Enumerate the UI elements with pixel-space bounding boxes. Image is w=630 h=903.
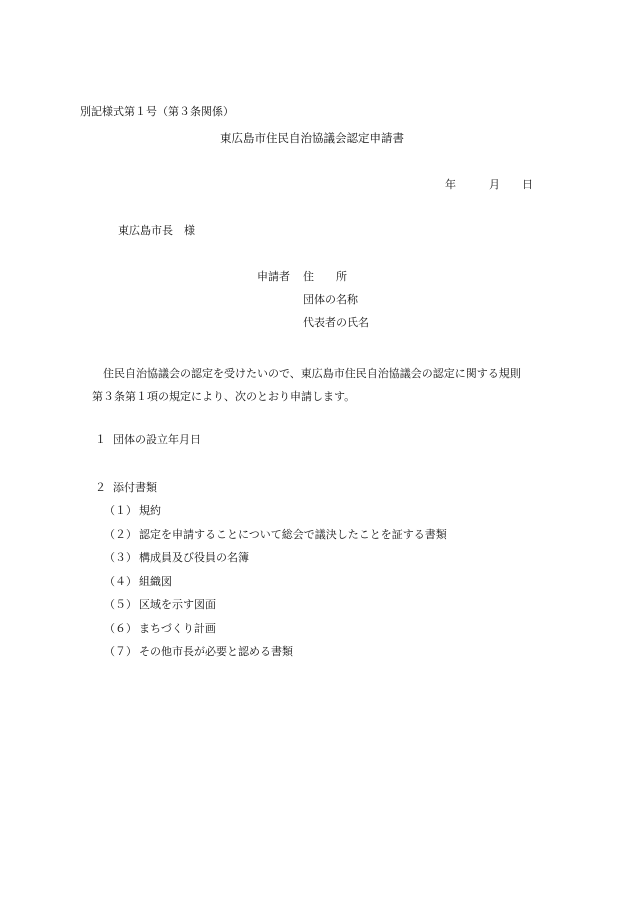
item-number: （７）: [104, 645, 137, 658]
list-item: [104, 575, 447, 599]
item-text: 認定を申請することについて総会で議決したことを証する書類: [139, 527, 447, 541]
list-item: [104, 598, 447, 622]
attachment-list: [104, 504, 447, 669]
org-name-label: 団体の名称: [303, 293, 358, 306]
item-number: （２）: [104, 527, 137, 541]
document-title: 東広島市住民自治協議会認定申請書: [220, 131, 404, 145]
date-month: 月: [489, 178, 500, 191]
item-text: 区域を示す図面: [139, 598, 216, 611]
item-text: 規約: [139, 504, 161, 517]
section-number: １: [95, 433, 106, 446]
item-number: （４）: [104, 574, 137, 588]
item-number: （６）: [104, 621, 137, 635]
date-line: [445, 178, 533, 192]
list-item: [104, 551, 447, 575]
list-item: [104, 645, 447, 669]
item-number: （３）: [104, 551, 137, 564]
rep-name-label: 代表者の氏名: [303, 316, 369, 329]
item-text: 構成員及び役員の名簿: [139, 551, 249, 564]
org-name-field: [303, 293, 375, 307]
addressee: 東広島市長 様: [118, 224, 195, 237]
body-line-1: 住民自治協議会の認定を受けたいので、東広島市住民自治協議会の認定に関する規則: [103, 367, 521, 380]
address-field: [303, 270, 375, 284]
section-number: ２: [95, 481, 106, 494]
item-text: その他市長が必要と認める書類: [139, 645, 293, 658]
section-2: [95, 481, 157, 495]
applicant-label: 申請者: [257, 270, 290, 283]
item-number: （５）: [104, 598, 137, 611]
item-text: まちづくり計画: [139, 621, 216, 635]
date-day: 日: [522, 178, 533, 191]
list-item: [104, 622, 447, 646]
form-number: 別記様式第１号（第３条関係）: [80, 105, 234, 118]
rep-name-field: [303, 316, 375, 330]
section-title: 団体の設立年月日: [113, 433, 201, 446]
body-paragraph: [92, 362, 552, 408]
item-text: 組織図: [139, 574, 172, 588]
item-number: （１）: [104, 504, 137, 517]
body-line-2: 第３条第１項の規定により、次のとおり申請します。: [92, 390, 356, 403]
date-year: 年: [445, 178, 456, 191]
list-item: [104, 504, 447, 528]
section-1: [95, 433, 201, 447]
section-title: 添付書類: [113, 481, 157, 494]
list-item: [104, 528, 447, 552]
address-label: 住 所: [303, 270, 347, 283]
